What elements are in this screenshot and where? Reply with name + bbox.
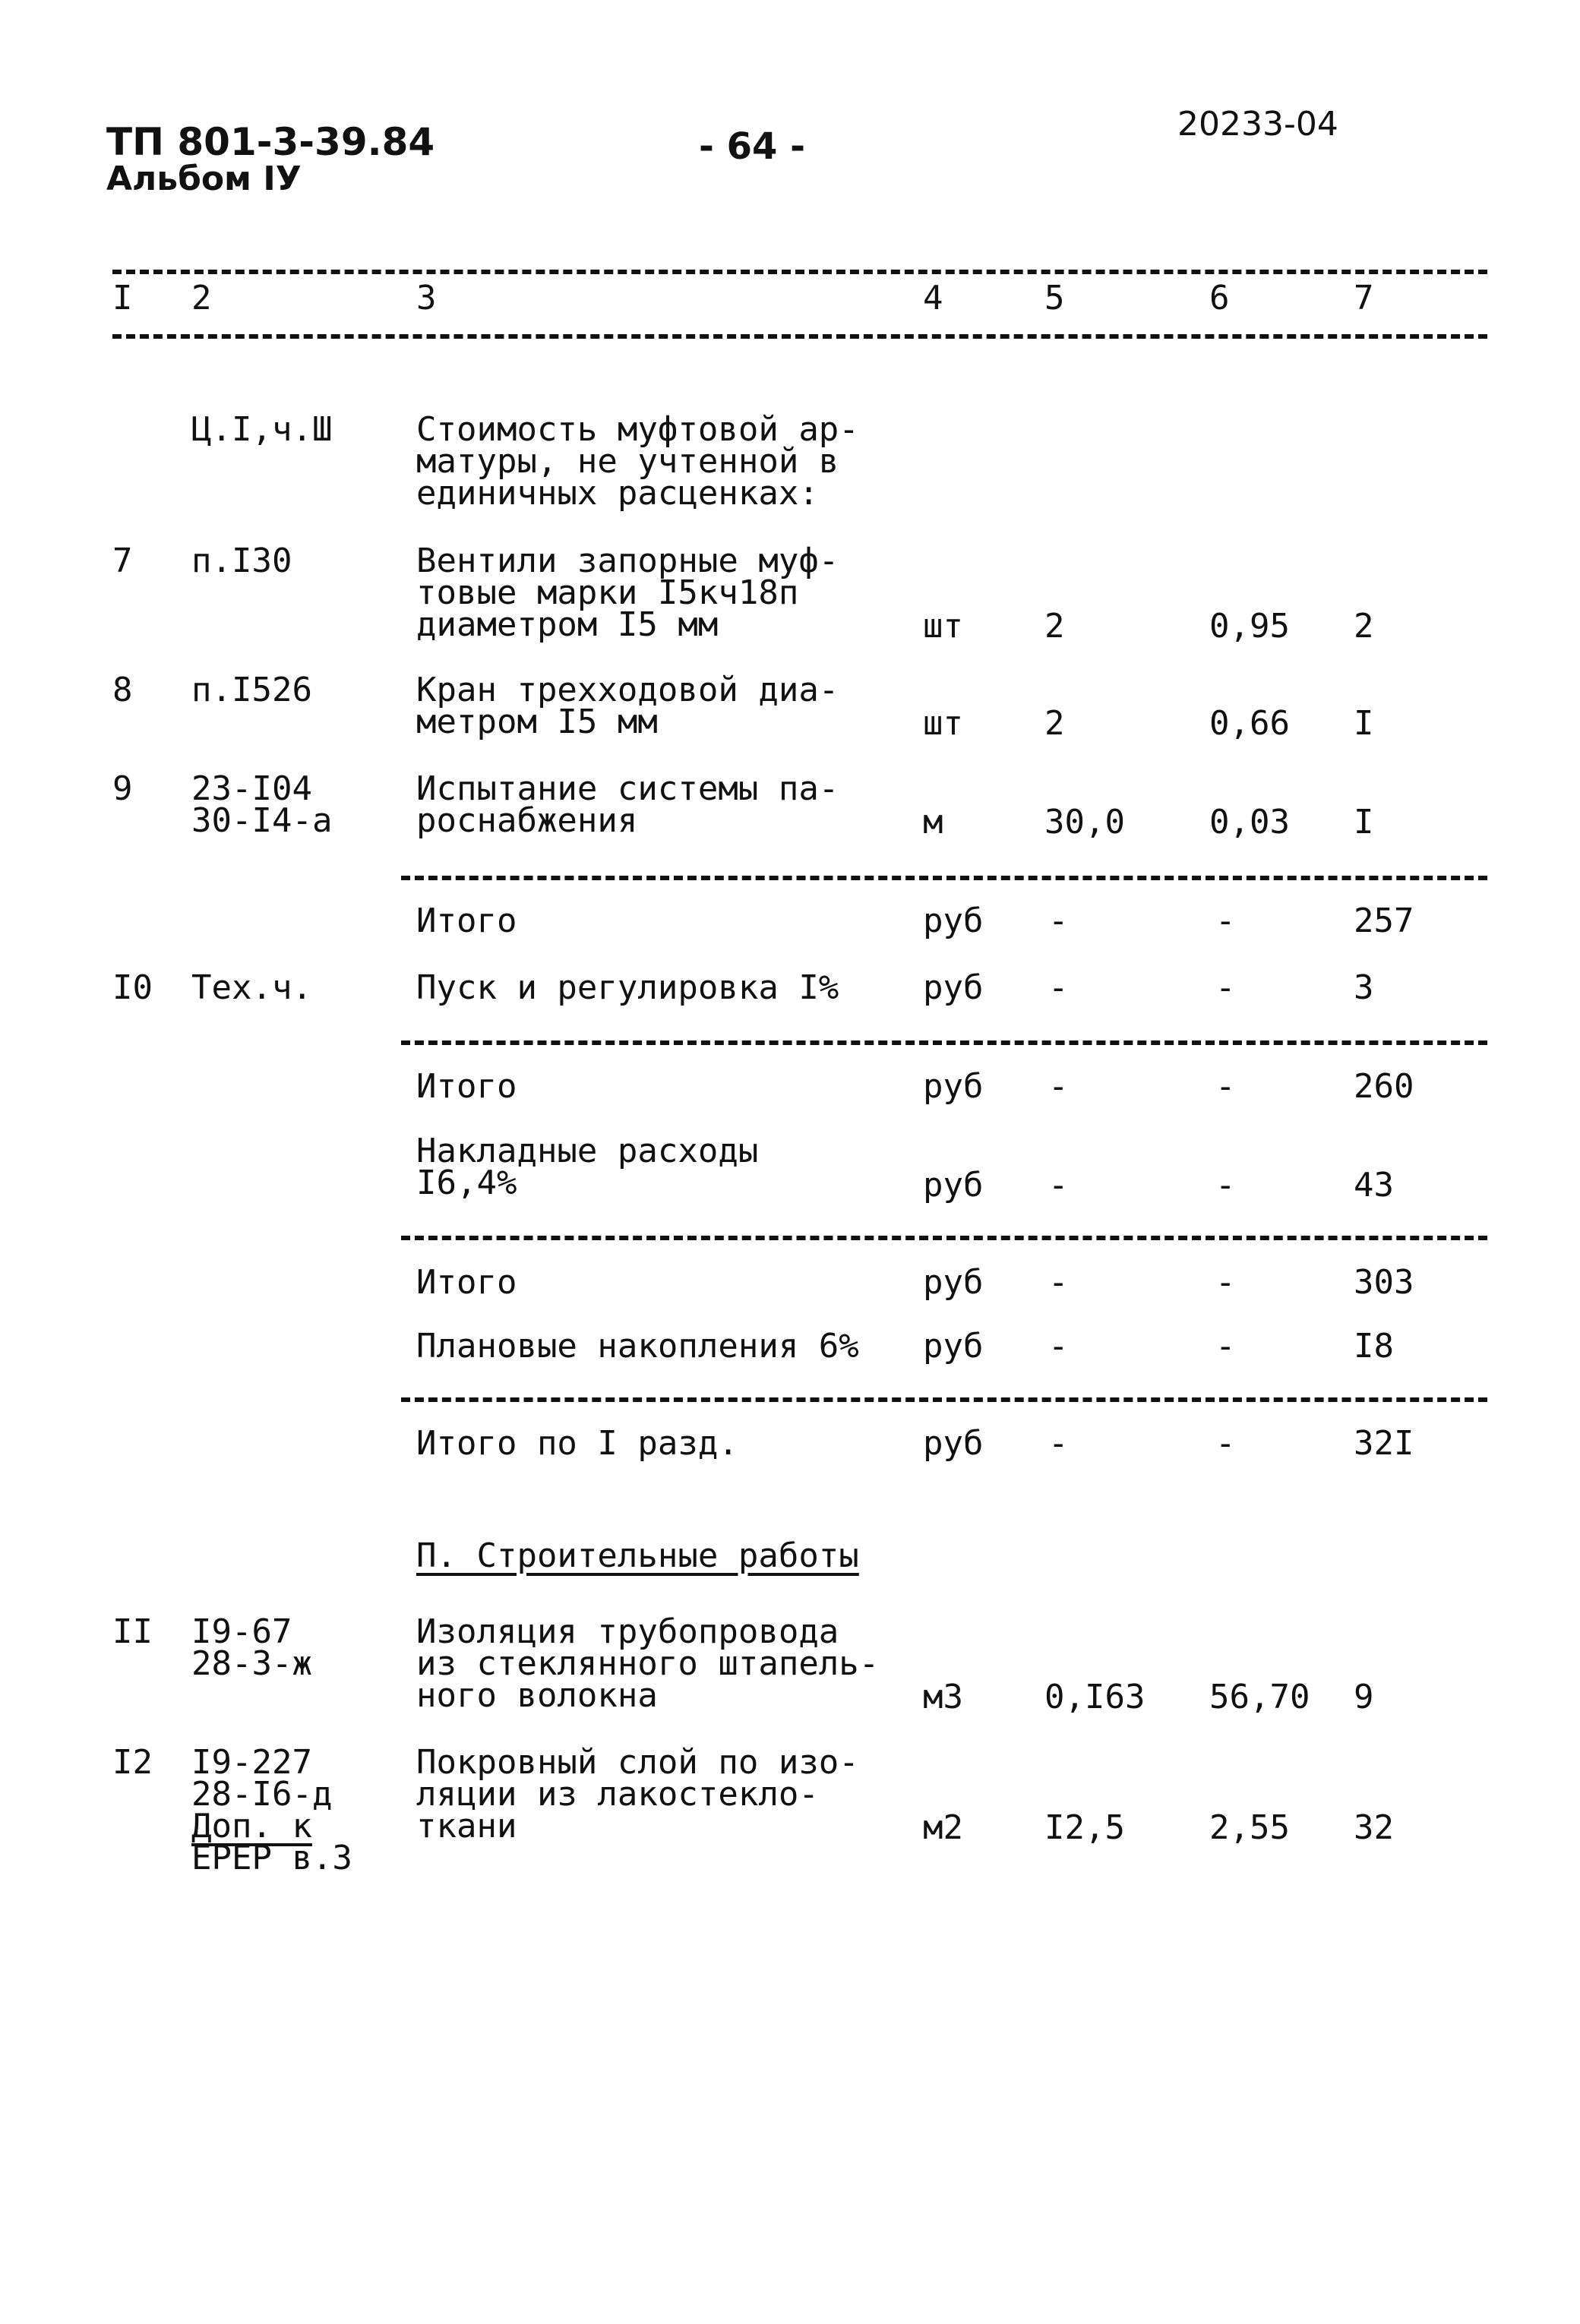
section-2-title: П. Строительные работы <box>416 1536 859 1575</box>
row-8-qty: 2 <box>1044 704 1065 743</box>
overhead-unit: руб <box>923 1166 984 1205</box>
row-12-desc-3: ткани <box>416 1807 517 1846</box>
row-7-number: 7 <box>112 542 133 580</box>
row-12-number: I2 <box>112 1743 153 1782</box>
row-11-unit: м3 <box>923 1678 963 1716</box>
row-10-number: I0 <box>112 968 153 1007</box>
row-12-desc-2: ляции из лакостекло- <box>416 1775 819 1814</box>
header-bottom-rule <box>112 334 1487 339</box>
row-7-price: 0,95 <box>1209 607 1290 646</box>
row-9-code-1: 23-I04 <box>191 769 312 808</box>
row-7-total: 2 <box>1354 607 1374 646</box>
subtotal-1-price: - <box>1215 901 1236 940</box>
overhead-total: 43 <box>1354 1166 1394 1205</box>
col-header-4: 4 <box>923 279 943 317</box>
row-9-price: 0,03 <box>1209 803 1290 842</box>
subtotal-2-total: 260 <box>1354 1067 1414 1106</box>
subtotal-3-unit: руб <box>923 1263 984 1302</box>
row-11-number: II <box>112 1612 153 1651</box>
row-12-code-2: 28-I6-д <box>191 1775 333 1814</box>
row-7-desc-2: товые марки I5кч18п <box>416 573 799 612</box>
row-8-number: 8 <box>112 671 133 709</box>
col-header-6: 6 <box>1209 279 1230 317</box>
row-9-qty: 30,0 <box>1044 803 1125 842</box>
row-8-price: 0,66 <box>1209 704 1290 743</box>
row-9-total: I <box>1354 803 1374 842</box>
section-1-total-qty: - <box>1048 1424 1069 1463</box>
section-ref-code: Ц.I,ч.Ш <box>191 410 333 449</box>
planned-savings-unit: руб <box>923 1327 984 1366</box>
row-12-total: 32 <box>1354 1808 1394 1847</box>
section-ref-line-3: единичных расценках: <box>416 474 819 513</box>
row-9-code-2: 30-I4-а <box>191 801 333 840</box>
subtotal-1-label: Итого <box>416 901 517 940</box>
row-12-code-1: I9-227 <box>191 1743 312 1782</box>
row-8-total: I <box>1354 704 1374 743</box>
subtotal-1-unit: руб <box>923 901 984 940</box>
subtotal-1-total: 257 <box>1354 901 1414 940</box>
subtotal-3-qty: - <box>1048 1263 1069 1302</box>
col-header-3: 3 <box>416 279 437 317</box>
col-header-2: 2 <box>191 279 212 317</box>
subtotal-rule-3 <box>401 1236 1487 1240</box>
row-8-desc-1: Кран трехходовой диа- <box>416 671 839 709</box>
row-12-code-3: Доп. к <box>191 1807 312 1846</box>
subtotal-1-qty: - <box>1048 901 1069 940</box>
row-11-desc-1: Изоляция трубопровода <box>416 1612 839 1651</box>
overhead-label: Накладные расходы <box>416 1132 759 1170</box>
row-12-qty: I2,5 <box>1044 1808 1125 1847</box>
overhead-rate: I6,4% <box>416 1164 517 1202</box>
row-9-number: 9 <box>112 769 133 808</box>
section-1-total-unit: руб <box>923 1424 984 1463</box>
subtotal-rule-1 <box>401 876 1487 880</box>
row-12-desc-1: Покровный слой по изо- <box>416 1743 859 1782</box>
subtotal-3-total: 303 <box>1354 1263 1414 1302</box>
row-11-code-1: I9-67 <box>191 1612 292 1651</box>
subtotal-3-price: - <box>1215 1263 1236 1302</box>
row-9-desc-2: роснабжения <box>416 801 638 840</box>
row-11-qty: 0,I63 <box>1044 1678 1146 1716</box>
row-7-qty: 2 <box>1044 607 1065 646</box>
row-11-desc-2: из стеклянного штапель- <box>416 1644 880 1683</box>
row-12-unit: м2 <box>923 1808 963 1847</box>
col-header-7: 7 <box>1354 279 1374 317</box>
reference-number: 20233-04 <box>1177 105 1338 144</box>
planned-savings-qty: - <box>1048 1327 1069 1366</box>
row-8-unit: шт <box>923 704 963 743</box>
row-10-code: Тех.ч. <box>191 968 312 1007</box>
row-10-total: 3 <box>1354 968 1374 1007</box>
row-12-code-4: ЕРЕР в.3 <box>191 1839 352 1877</box>
subtotal-2-unit: руб <box>923 1067 984 1106</box>
subtotal-3-label: Итого <box>416 1263 517 1302</box>
doc-code: ТП 801-3-39.84 <box>106 120 435 164</box>
row-9-desc-1: Испытание системы па- <box>416 769 839 808</box>
subtotal-2-price: - <box>1215 1067 1236 1106</box>
subtotal-2-qty: - <box>1048 1067 1069 1106</box>
planned-savings-price: - <box>1215 1327 1236 1366</box>
row-10-unit: руб <box>923 968 984 1007</box>
section-total-rule <box>401 1397 1487 1402</box>
row-8-desc-2: метром I5 мм <box>416 703 658 741</box>
overhead-qty: - <box>1048 1166 1069 1205</box>
row-9-unit: м <box>923 803 943 842</box>
row-7-desc-3: диаметром I5 мм <box>416 605 719 644</box>
section-ref-line-1: Стоимость муфтовой ар- <box>416 410 859 449</box>
row-10-price: - <box>1215 968 1236 1007</box>
section-1-total-label: Итого по I разд. <box>416 1424 738 1463</box>
section-ref-line-2: матуры, не учтенной в <box>416 442 839 481</box>
subtotal-rule-2 <box>401 1040 1487 1045</box>
planned-savings-label: Плановые накопления 6% <box>416 1327 859 1366</box>
subtotal-2-label: Итого <box>416 1067 517 1106</box>
header-top-rule <box>112 270 1487 274</box>
row-10-label: Пуск и регулировка I% <box>416 968 839 1007</box>
row-11-desc-3: ного волокна <box>416 1676 658 1715</box>
row-7-unit: шт <box>923 607 963 646</box>
section-1-total-price: - <box>1215 1424 1236 1463</box>
row-11-price: 56,70 <box>1209 1678 1310 1716</box>
album-label: Альбом IУ <box>106 159 302 198</box>
section-1-total-value: 32I <box>1354 1424 1414 1463</box>
row-8-code: п.I526 <box>191 671 312 709</box>
col-header-5: 5 <box>1044 279 1065 317</box>
planned-savings-total: I8 <box>1354 1327 1394 1366</box>
row-10-qty: - <box>1048 968 1069 1007</box>
page-number: - 64 - <box>699 125 806 168</box>
row-11-total: 9 <box>1354 1678 1374 1716</box>
overhead-price: - <box>1215 1166 1236 1205</box>
row-11-code-2: 28-3-ж <box>191 1644 312 1683</box>
col-header-1: I <box>112 279 133 317</box>
row-7-desc-1: Вентили запорные муф- <box>416 542 839 580</box>
row-7-code: п.I30 <box>191 542 292 580</box>
row-12-price: 2,55 <box>1209 1808 1290 1847</box>
